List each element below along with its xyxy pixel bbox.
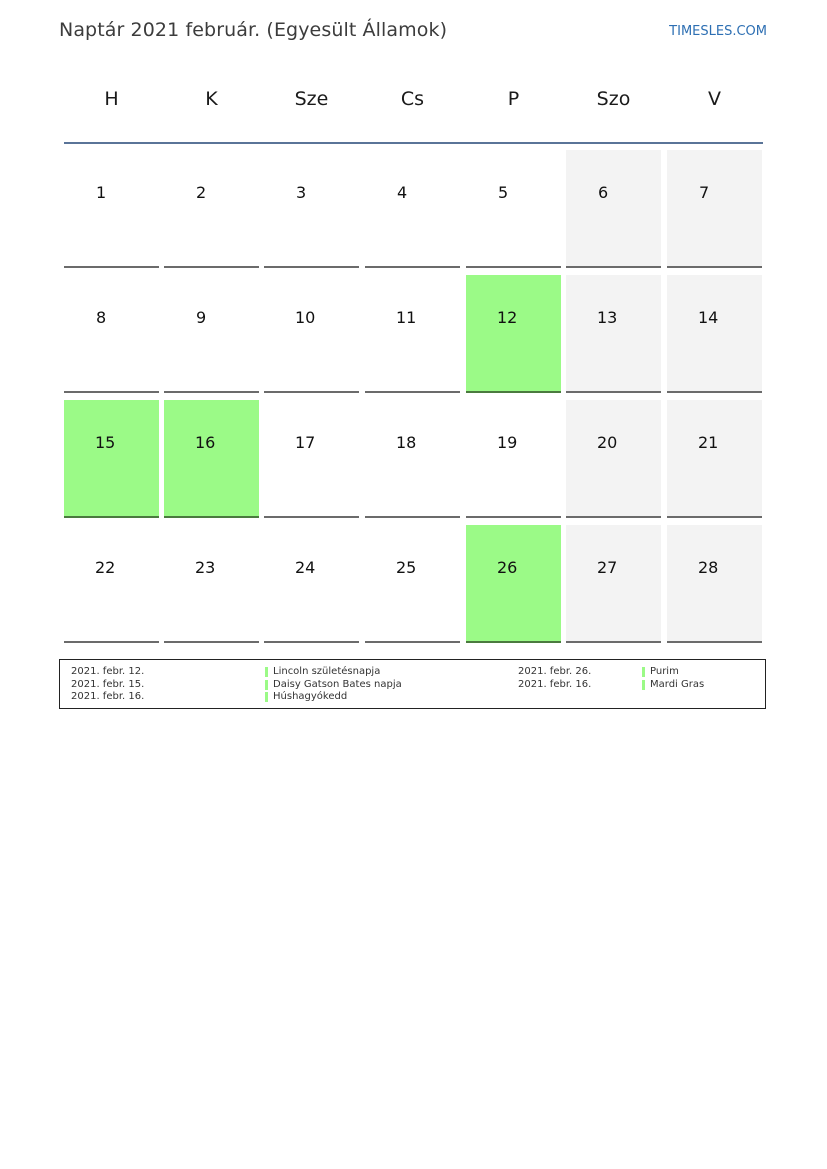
legend-color-marker — [642, 680, 645, 690]
day-number: 2 — [196, 183, 207, 202]
day-cell[interactable] — [466, 525, 561, 643]
day-cell[interactable] — [566, 400, 661, 518]
day-cell[interactable] — [64, 525, 159, 643]
day-number: 14 — [698, 308, 719, 327]
day-number: 6 — [598, 183, 609, 202]
day-number: 17 — [295, 433, 316, 452]
day-number: 9 — [196, 308, 207, 327]
day-cell[interactable] — [667, 275, 762, 393]
day-number: 12 — [497, 308, 518, 327]
day-number: 18 — [396, 433, 417, 452]
day-number: 24 — [295, 558, 316, 577]
day-number: 13 — [597, 308, 618, 327]
day-number: 21 — [698, 433, 719, 452]
day-number: 23 — [195, 558, 216, 577]
weekday-label: Cs — [400, 88, 425, 110]
day-cell[interactable] — [466, 150, 561, 268]
day-cell[interactable] — [566, 525, 661, 643]
day-number: 28 — [698, 558, 719, 577]
day-cell[interactable] — [264, 150, 359, 268]
day-cell[interactable] — [667, 400, 762, 518]
legend-color-marker — [265, 667, 268, 677]
day-cell[interactable] — [164, 525, 259, 643]
weekday-header — [62, 88, 765, 120]
day-cell[interactable] — [164, 150, 259, 268]
day-cell[interactable] — [264, 275, 359, 393]
day-cell[interactable] — [566, 150, 661, 268]
day-cell[interactable] — [466, 400, 561, 518]
day-number: 5 — [498, 183, 509, 202]
day-cell[interactable] — [365, 400, 460, 518]
legend-holiday-name: Húshagyókedd — [273, 691, 348, 702]
day-number: 8 — [96, 308, 107, 327]
legend-date: 2021. febr. 16. — [518, 678, 592, 690]
day-cell[interactable] — [667, 525, 762, 643]
day-cell[interactable] — [64, 150, 159, 268]
weekday-label: Sze — [294, 88, 329, 110]
legend-holiday-name: Mardi Gras — [650, 678, 705, 690]
weekday-label: V — [708, 88, 721, 110]
legend-holiday-name: Daisy Gatson Bates napja — [273, 678, 402, 690]
day-cell[interactable] — [164, 400, 259, 518]
day-number: 1 — [96, 183, 107, 202]
day-number: 10 — [295, 308, 316, 327]
day-number: 7 — [699, 183, 710, 202]
legend-color-marker — [265, 680, 268, 690]
legend-color-marker — [265, 692, 268, 702]
day-cell[interactable] — [164, 275, 259, 393]
brand-link[interactable]: TIMESLES.COM — [669, 24, 767, 39]
day-number: 11 — [396, 308, 417, 327]
day-cell[interactable] — [667, 150, 762, 268]
day-cell[interactable] — [566, 275, 661, 393]
legend-holiday-name: Purim — [650, 666, 679, 677]
day-cell[interactable] — [466, 275, 561, 393]
legend-holiday-name: Lincoln születésnapja — [273, 666, 381, 677]
day-number: 4 — [397, 183, 408, 202]
day-number: 19 — [497, 433, 518, 452]
day-number: 20 — [597, 433, 618, 452]
weekday-label: H — [104, 88, 119, 110]
weekday-label: Szo — [596, 88, 631, 110]
day-number: 15 — [95, 433, 116, 452]
day-cell[interactable] — [264, 525, 359, 643]
page-title: Naptár 2021 február. (Egyesült Államok) — [59, 19, 448, 41]
legend-color-marker — [642, 667, 645, 677]
weekday-label: P — [507, 88, 520, 110]
day-cell[interactable] — [365, 275, 460, 393]
day-number: 27 — [597, 558, 618, 577]
legend-date: 2021. febr. 12. — [71, 666, 145, 677]
legend-date: 2021. febr. 26. — [518, 666, 592, 677]
holiday-legend — [59, 659, 766, 709]
day-cell[interactable] — [264, 400, 359, 518]
day-cell[interactable] — [365, 150, 460, 268]
day-number: 22 — [95, 558, 116, 577]
weekday-label: K — [205, 88, 218, 110]
day-number: 25 — [396, 558, 417, 577]
day-number: 26 — [497, 558, 518, 577]
legend-date: 2021. febr. 15. — [71, 678, 145, 690]
legend-date: 2021. febr. 16. — [71, 691, 145, 702]
header-divider — [64, 142, 763, 144]
day-cell[interactable] — [64, 275, 159, 393]
day-cell[interactable] — [64, 400, 159, 518]
day-cell[interactable] — [365, 525, 460, 643]
day-number: 3 — [296, 183, 307, 202]
day-number: 16 — [195, 433, 216, 452]
